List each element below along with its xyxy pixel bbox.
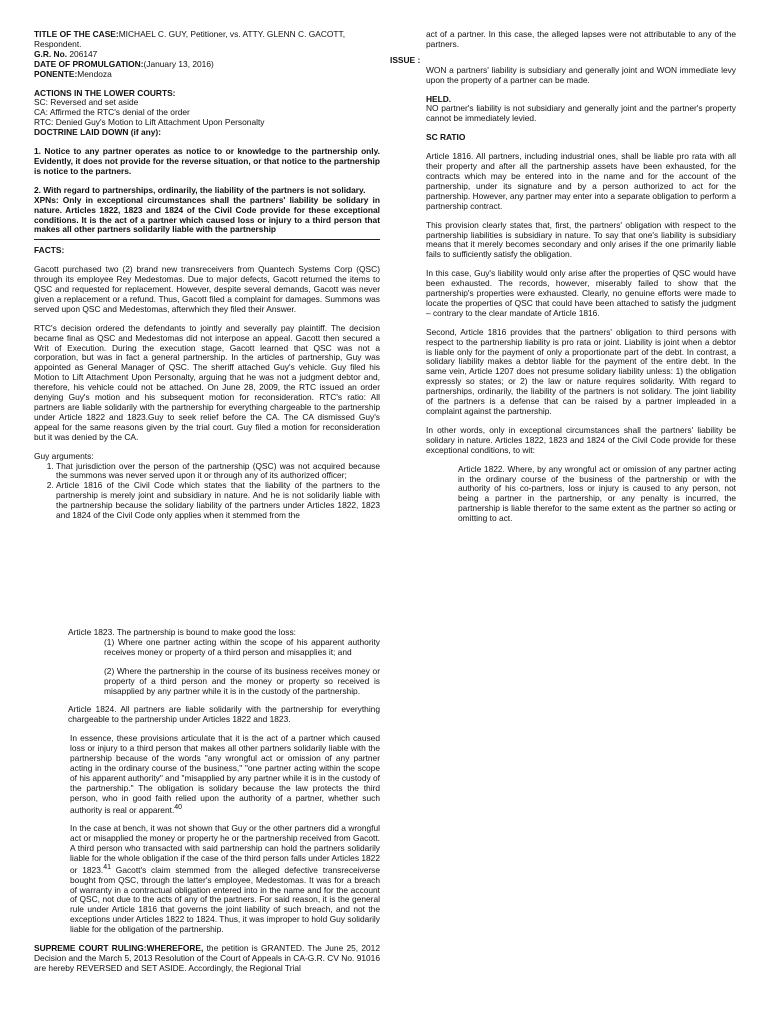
ponente: PONENTE:Mendoza [34, 68, 112, 79]
article-1823-item: (2) Where the partnership in the course of its business receives money or property of a third person and the money or property so received is misapplied by any partner while it is in the custody of the partnership. [104, 665, 380, 696]
supreme-court-ruling: SUPREME COURT RULING:WHEREFORE, the petition is GRANTED. The June 25, 2012 Decision and the March 5, 2013 Resolution of the Court of Appeals in CA-G.R. CV No. 91016 are hereby REVERSED and SET ASIDE. Accordingly, the Regional Trial [34, 943, 380, 973]
ratio-paragraph: Article 1816. All partners, including industrial ones, shall be liable pro rata with all their property and after all the partnership assets have been exhausted, for the contracts which may be entered into in the name and for the account of the partnership, under its signature and by a person authorized to act for the partnership. However, any partner may enter into a separate obligation to perform a partnership contract. [426, 151, 736, 211]
ratio-heading: SC RATIO [426, 132, 466, 143]
case-paragraph: In the case at bench, it was not shown that Guy or the other partners did a wrongful act or misapplied the money or property he or the partnership received from Gacott. A third person who transacted with said partnership can hold the partners solidarily liable for the whole obligation if the case of the third person falls under Articles 1822 or 1823.41 Gacott's claim stemmed from the alleged defective transreceiverse bought from QSC, through the latter's employee, Medestomas. It was for a breach of warranty in a contractual obligation entered into in the name and for the account of QSC, not due to the acts of any of the partners. For said reason, it is the general rule under Article 1816 that governs the joint liability of such breach, and not the exceptions under Articles 1822 to 1824. Thus, it was improper to hold Guy solidarily liable for the obligation of the partnership. [70, 823, 381, 935]
issue-text: WON a partners' liability is subsidiary and generally joint and WON immediate levy upon the property of a partner can be made. [426, 64, 736, 85]
list-item: 2. Article 1816 of the Civil Code which states that the liability of the partners to the partnership is merely joint and subsidiary in nature. And he is not solidarily liable with the partnership because the solidary liability of the partners under Articles 1822, 1823 and 1824 of the Civil Code only applies when it stemmed from the [56, 481, 380, 521]
doctrine-heading: DOCTRINE LAID DOWN (if any): [34, 127, 162, 138]
facts-heading: FACTS: [34, 245, 65, 256]
gr-number: G.R. No. 206147 [34, 48, 98, 59]
guy-arguments-heading: Guy arguments: [34, 450, 94, 461]
article-1824: Article 1824. All partners are liable solidarily with the partnership for everything chargeable to the partnership under Articles 1822 and 1823. [68, 704, 380, 725]
ratio-paragraph: In this case, Guy's liability would only arise after the properties of QSC would have been exhausted. The records, however, miserably failed to show that the partnership's properties were exhausted. Clearly, no genuine efforts were made to locate the properties of QSC that could have been attached to satisfy the judgment – contrary to the clear mandate of Article 1816. [426, 268, 736, 318]
footnote-ref: 41 [103, 863, 111, 871]
divider [34, 239, 380, 240]
right-column [390, 30, 736, 524]
list-item: 1. That jurisdiction over the person of the partnership (QSC) was not acquired because the summons was never served upon it or through any of its authorized officer; [56, 462, 380, 482]
issue-heading: ISSUE : [390, 54, 421, 65]
held-heading: HELD. [426, 93, 452, 104]
lower-court-line: SC: Reversed and set aside [34, 97, 139, 108]
left-column [34, 30, 380, 521]
lower-left-block [34, 628, 380, 974]
case-title: TITLE OF THE CASE:MICHAEL C. GUY, Petitioner, vs. ATTY. GLENN C. GACOTT, Respondent. [34, 29, 346, 49]
doctrine-xpns: XPNs: Only in exceptional circumstances shall the partners' liability be solidary in nature. Articles 1822, 1823 and 1824 of the Civil Code provide for these exceptional conditions. It is the act of a partner which caused loss or injury to a third person that makes all other partners solidarily liable with the partnership [34, 194, 380, 235]
doctrine-1: 1. Notice to any partner operates as notice to or knowledge to the partnership only. Evidently, it does not provide for the reverse situation, or that notice to the partnership is notice to the partners. [34, 146, 380, 176]
lower-courts-heading: ACTIONS IN THE LOWER COURTS: [34, 87, 176, 98]
ratio-paragraph: Second, Article 1816 provides that the partners' obligation to third persons with respect to the partnership liability is pro rata or joint. Liability is joint when a debtor is liable only for the payment of only a proportionate part of the debt. In contrast, a solidary liability makes a debtor liable for the payment of the entire debt. In the same vein, Article 1207 does not presume solidary liability unless: 1) the obligation expressly so states; or 2) the law or nature requires solidarity. With regard to partnerships, ordinarily, the liability of the partners is not solidary. The joint liability of the partners is a defense that can be raised by a partner impleaded in a complaint against the partnership. [426, 326, 736, 416]
facts-paragraph: RTC's decision ordered the defendants to jointly and severally pay plaintiff. The decision became final as QSC and Medestomas did not interpose an appeal. Gacott then secured a Writ of Execution. During the execution stage, Gacott learned that QSC was not a corporation, but was in fact a general partnership. In the articles of partnership, Guy was appointed as General Manager of QSC. The sheriff attached Guy's vehicle. Guy filed his Motion to Lift Attachment Upon Personalty, arguing that he was not a judgment debtor and, therefore, his vehicle could not be attached. On June 28, 2009, the RTC issued an order denying Guy's motion and his subsequent motion for reconsideration. RTC's ratio: All partners are liable solidarily with the partnership for everything chargeable to the partnership under Article 1822 and 1823.Guy to seek relief before the CA. The CA dismissed Guy's appeal for the same reasons given by the trial court. Guy filed a motion for reconsideration but it was denied by the CA. [34, 322, 380, 442]
article-1823-item: (1) Where one partner acting within the scope of his apparent authority receives money or property of a third person and misapplies it; and [104, 636, 380, 657]
ratio-paragraph: This provision clearly states that, first, the partners' obligation with respect to the partnership liabilities is subsidiary in nature. To say that one's liability is subsidiary means that it merely becomes secondary and only arises if the one primarily liable fails to sufficiently satisfy the obligation. [426, 219, 736, 260]
doctrine-2: 2. With regard to partnerships, ordinarily, the liability of the partners is not solidary. [34, 184, 366, 195]
lower-court-line: CA: Affirmed the RTC's denial of the order [34, 107, 190, 118]
essence-paragraph: In essence, these provisions articulate that it is the act of a partner which caused loss or injury to a third person that makes all other partners solidarily liable with the partnership because of the words "any wrongful act or omission of any partner acting in the ordinary course of the business," "one partner acting within the scope of his apparent authority" and "misapplied by any partner while it is in the custody of the partnership." The obligation is solidary because the law protects the third person, who in good faith relied upon the authority of a partner, whether such authority is real or apparent.$^{40}$ [70, 733, 380, 815]
ratio-paragraph: In other words, only in exceptional circumstances shall the partners' liability be solidary in nature. Articles 1822, 1823 and 1824 of the Civil Code provide for these exceptional conditions, to wit: [426, 424, 736, 455]
article-1822-quote: Article 1822. Where, by any wrongful act or omission of any partner acting in the ordinary course of the business of the partnership or with the authority of his co-partners, loss or injury is caused to any person, not being a partner in the partnership, or any penalty is incurred, the partnership is liable therefor to the same extent as the partner so acting or omitting to act. [458, 463, 736, 524]
args-continuation: act of a partner. In this case, the alleged lapses were not attributable to any of the partners. [426, 29, 736, 49]
held-text: NO partner's liability is not subsidiary and generally joint and the partner's property cannot be immediately levied. [426, 103, 736, 124]
date-of-promulgation: DATE OF PROMULGATION:(January 13, 2016) [34, 58, 214, 69]
article-1823: Article 1823. The partnership is bound to make good the loss: [68, 627, 296, 637]
guy-arguments-list [34, 462, 380, 521]
footnote-ref: 40 [174, 803, 183, 811]
facts-paragraph: Gacott purchased two (2) brand new transreceivers from Quantech Systems Corp (QSC) through its employee Rey Medestomas. Due to major defects, Gacott returned the items to QSC and requested for replacement. However, despite several demands, Gacott was never given a replacement or a refund. Thus, Gacott filed a complaint for damages. Summons was served upon QSC and Medestomas, afterwhich they filed their Answer. [34, 264, 380, 314]
lower-court-line: RTC: Denied Guy's Motion to Lift Attachment Upon Personalty [34, 117, 265, 128]
